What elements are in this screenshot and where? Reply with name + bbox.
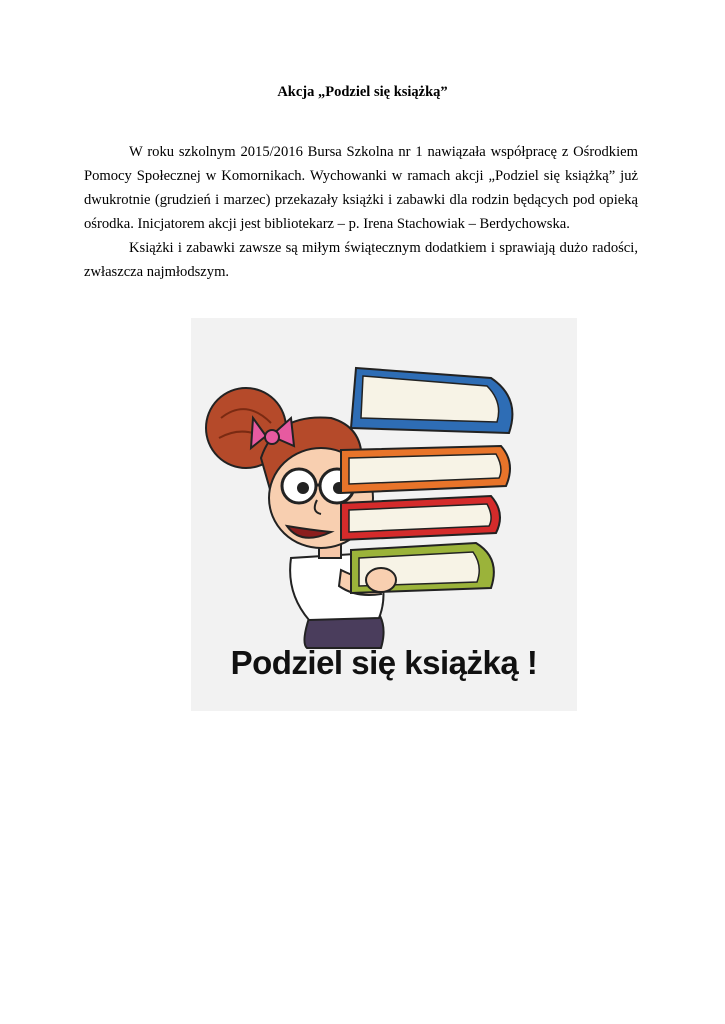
books-icon: [341, 368, 512, 593]
illustration: [191, 318, 577, 711]
illustration-caption: Podziel się książką !: [230, 644, 538, 681]
document-title: Akcja „Podziel się książką”: [277, 84, 448, 100]
document-body: [84, 140, 638, 284]
paragraph-1: W roku szkolnym 2015/2016 Bursa Szkolna nr 1 nawiązała współpracę z Ośrodkiem Pomocy Społecznej w Komornikach. Wychowanki w ramach akcji „Podziel się książką” już dwukrotnie (grudzień i marzec) przekazały książki i zabawki dla rodzin będących pod opieką ośrodka. Inicjatorem akcji jest bibliotekarz – p. Irena Stachowiak – Berdychowska.: [84, 144, 638, 232]
paragraph-2: Książki i zabawki zawsze są miłym świątecznym dodatkiem i sprawiają dużo radości, zwłaszcza najmłodszym.: [84, 240, 638, 280]
